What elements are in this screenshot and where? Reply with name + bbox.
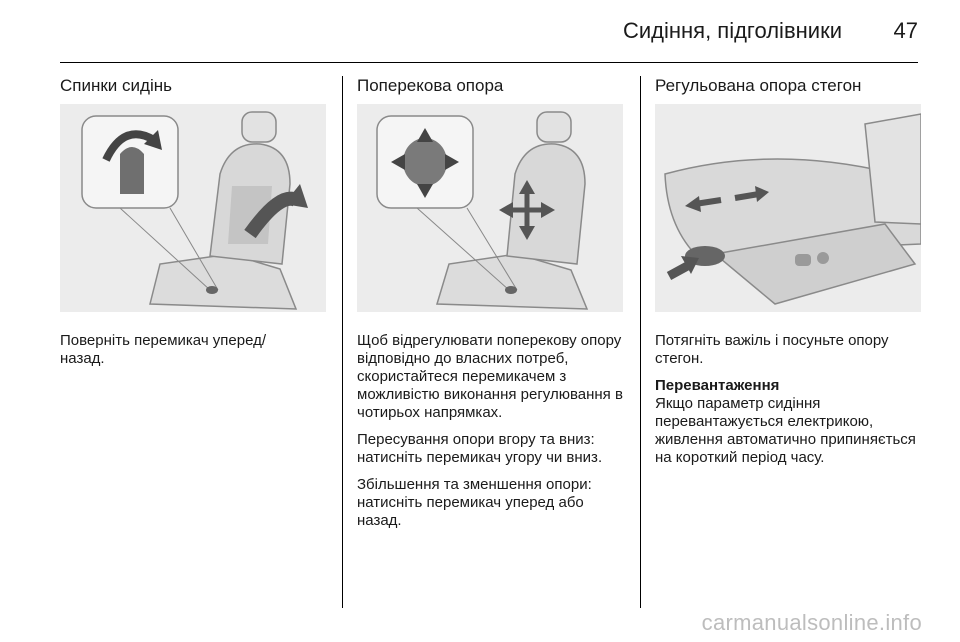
section-heading: Спинки сидінь [60, 76, 172, 95]
column-divider-2 [640, 76, 641, 608]
subsection-heading: Перевантаження [655, 377, 780, 394]
instruction-text: Потягніть важіль і посуньте опору стегон. [655, 332, 889, 367]
page-title: Сидіння, підголівники [622, 18, 842, 43]
thigh-support-illustration-icon [655, 104, 921, 312]
instruction-text: Якщо параметр сидіння перевантажується електрикою, живлення автоматично припиняється на короткий період часу. [655, 395, 916, 466]
seat-recline-illustration-icon [60, 104, 326, 312]
lumbar-support-illustration-icon [357, 104, 623, 312]
page-number: 47 [893, 18, 918, 43]
column-divider-1 [342, 76, 343, 608]
header-divider [60, 62, 918, 63]
instruction-text: Поверніть перемикач уперед/ [60, 332, 267, 349]
section-heading: Поперекова опора [357, 76, 504, 95]
section-lumbar-support [357, 76, 627, 539]
instruction-text: Пересування опори вгору та вниз: натисніть перемикач угору чи вниз. [357, 431, 603, 466]
instruction-text: назад. [60, 350, 105, 367]
instruction-text: Щоб відрегулювати поперекову опору відповідно до власних потреб, скористайтеся перемикачем з можливістю виконання регулювання в чотирьох напрямках. [357, 332, 623, 421]
watermark: carmanualsonline.info [701, 610, 922, 635]
section-thigh-support [655, 76, 920, 476]
section-heading: Регульована опора стегон [655, 76, 862, 95]
instruction-text: Збільшення та зменшення опори: натисніть перемикач уперед або назад. [357, 476, 592, 529]
section-seat-backrests [60, 76, 328, 377]
